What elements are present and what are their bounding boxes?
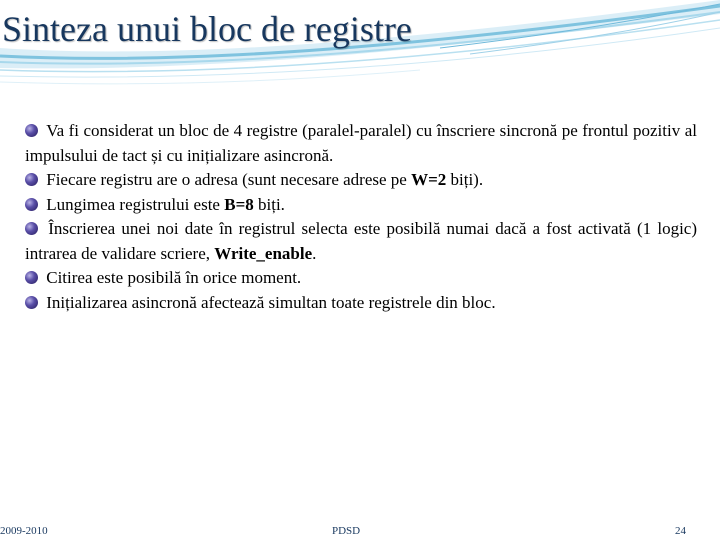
bullet-item xyxy=(25,217,697,266)
sphere-bullet-icon xyxy=(25,198,38,211)
bullet-text: Citirea este posibilă în orice moment. xyxy=(46,268,302,287)
bullet-text: Va fi considerat un bloc de 4 registre (paralel-paralel) cu înscriere sincronă pe frontul pozitiv al impulsului de tact și cu inițializare asincronă. xyxy=(25,121,697,165)
bullet-text: Înscrierea unei noi date în registrul selecta este posibilă numai dacă a fost activată (1 logic) intrarea de validare scriere, xyxy=(25,219,697,263)
bullet-text: biți). xyxy=(446,170,484,189)
bullet-item xyxy=(25,168,697,193)
footer-page-number: 24 xyxy=(675,525,686,537)
footer-course: PDSD xyxy=(332,525,361,537)
bullet-item xyxy=(25,193,697,218)
sphere-bullet-icon xyxy=(25,222,38,235)
bullet-text: Lungimea registrului este xyxy=(46,194,225,214)
bullet-text: biți. xyxy=(253,194,285,214)
bullet-text: Fiecare registru are o adresa (sunt necesare adrese pe xyxy=(46,170,412,189)
bullet-item xyxy=(25,119,697,168)
bullet-bold-text: Write_enable xyxy=(214,243,313,263)
bullet-bold-text: B=8 xyxy=(224,194,254,214)
bullet-item xyxy=(25,266,697,291)
slide-title: Sinteza unui bloc de registre xyxy=(2,9,412,49)
bullet-bold-text: W=2 xyxy=(411,170,447,189)
bullet-text: . xyxy=(312,243,317,263)
sphere-bullet-icon xyxy=(25,173,38,186)
bullet-item xyxy=(25,291,697,316)
footer-date: 2009-2010 xyxy=(0,525,48,537)
sphere-bullet-icon xyxy=(25,296,38,309)
sphere-bullet-icon xyxy=(25,124,38,137)
sphere-bullet-icon xyxy=(25,271,38,284)
bullet-list xyxy=(25,119,697,315)
bullet-text: Inițializarea asincronă afectează simultan toate registrele din bloc. xyxy=(46,292,496,312)
